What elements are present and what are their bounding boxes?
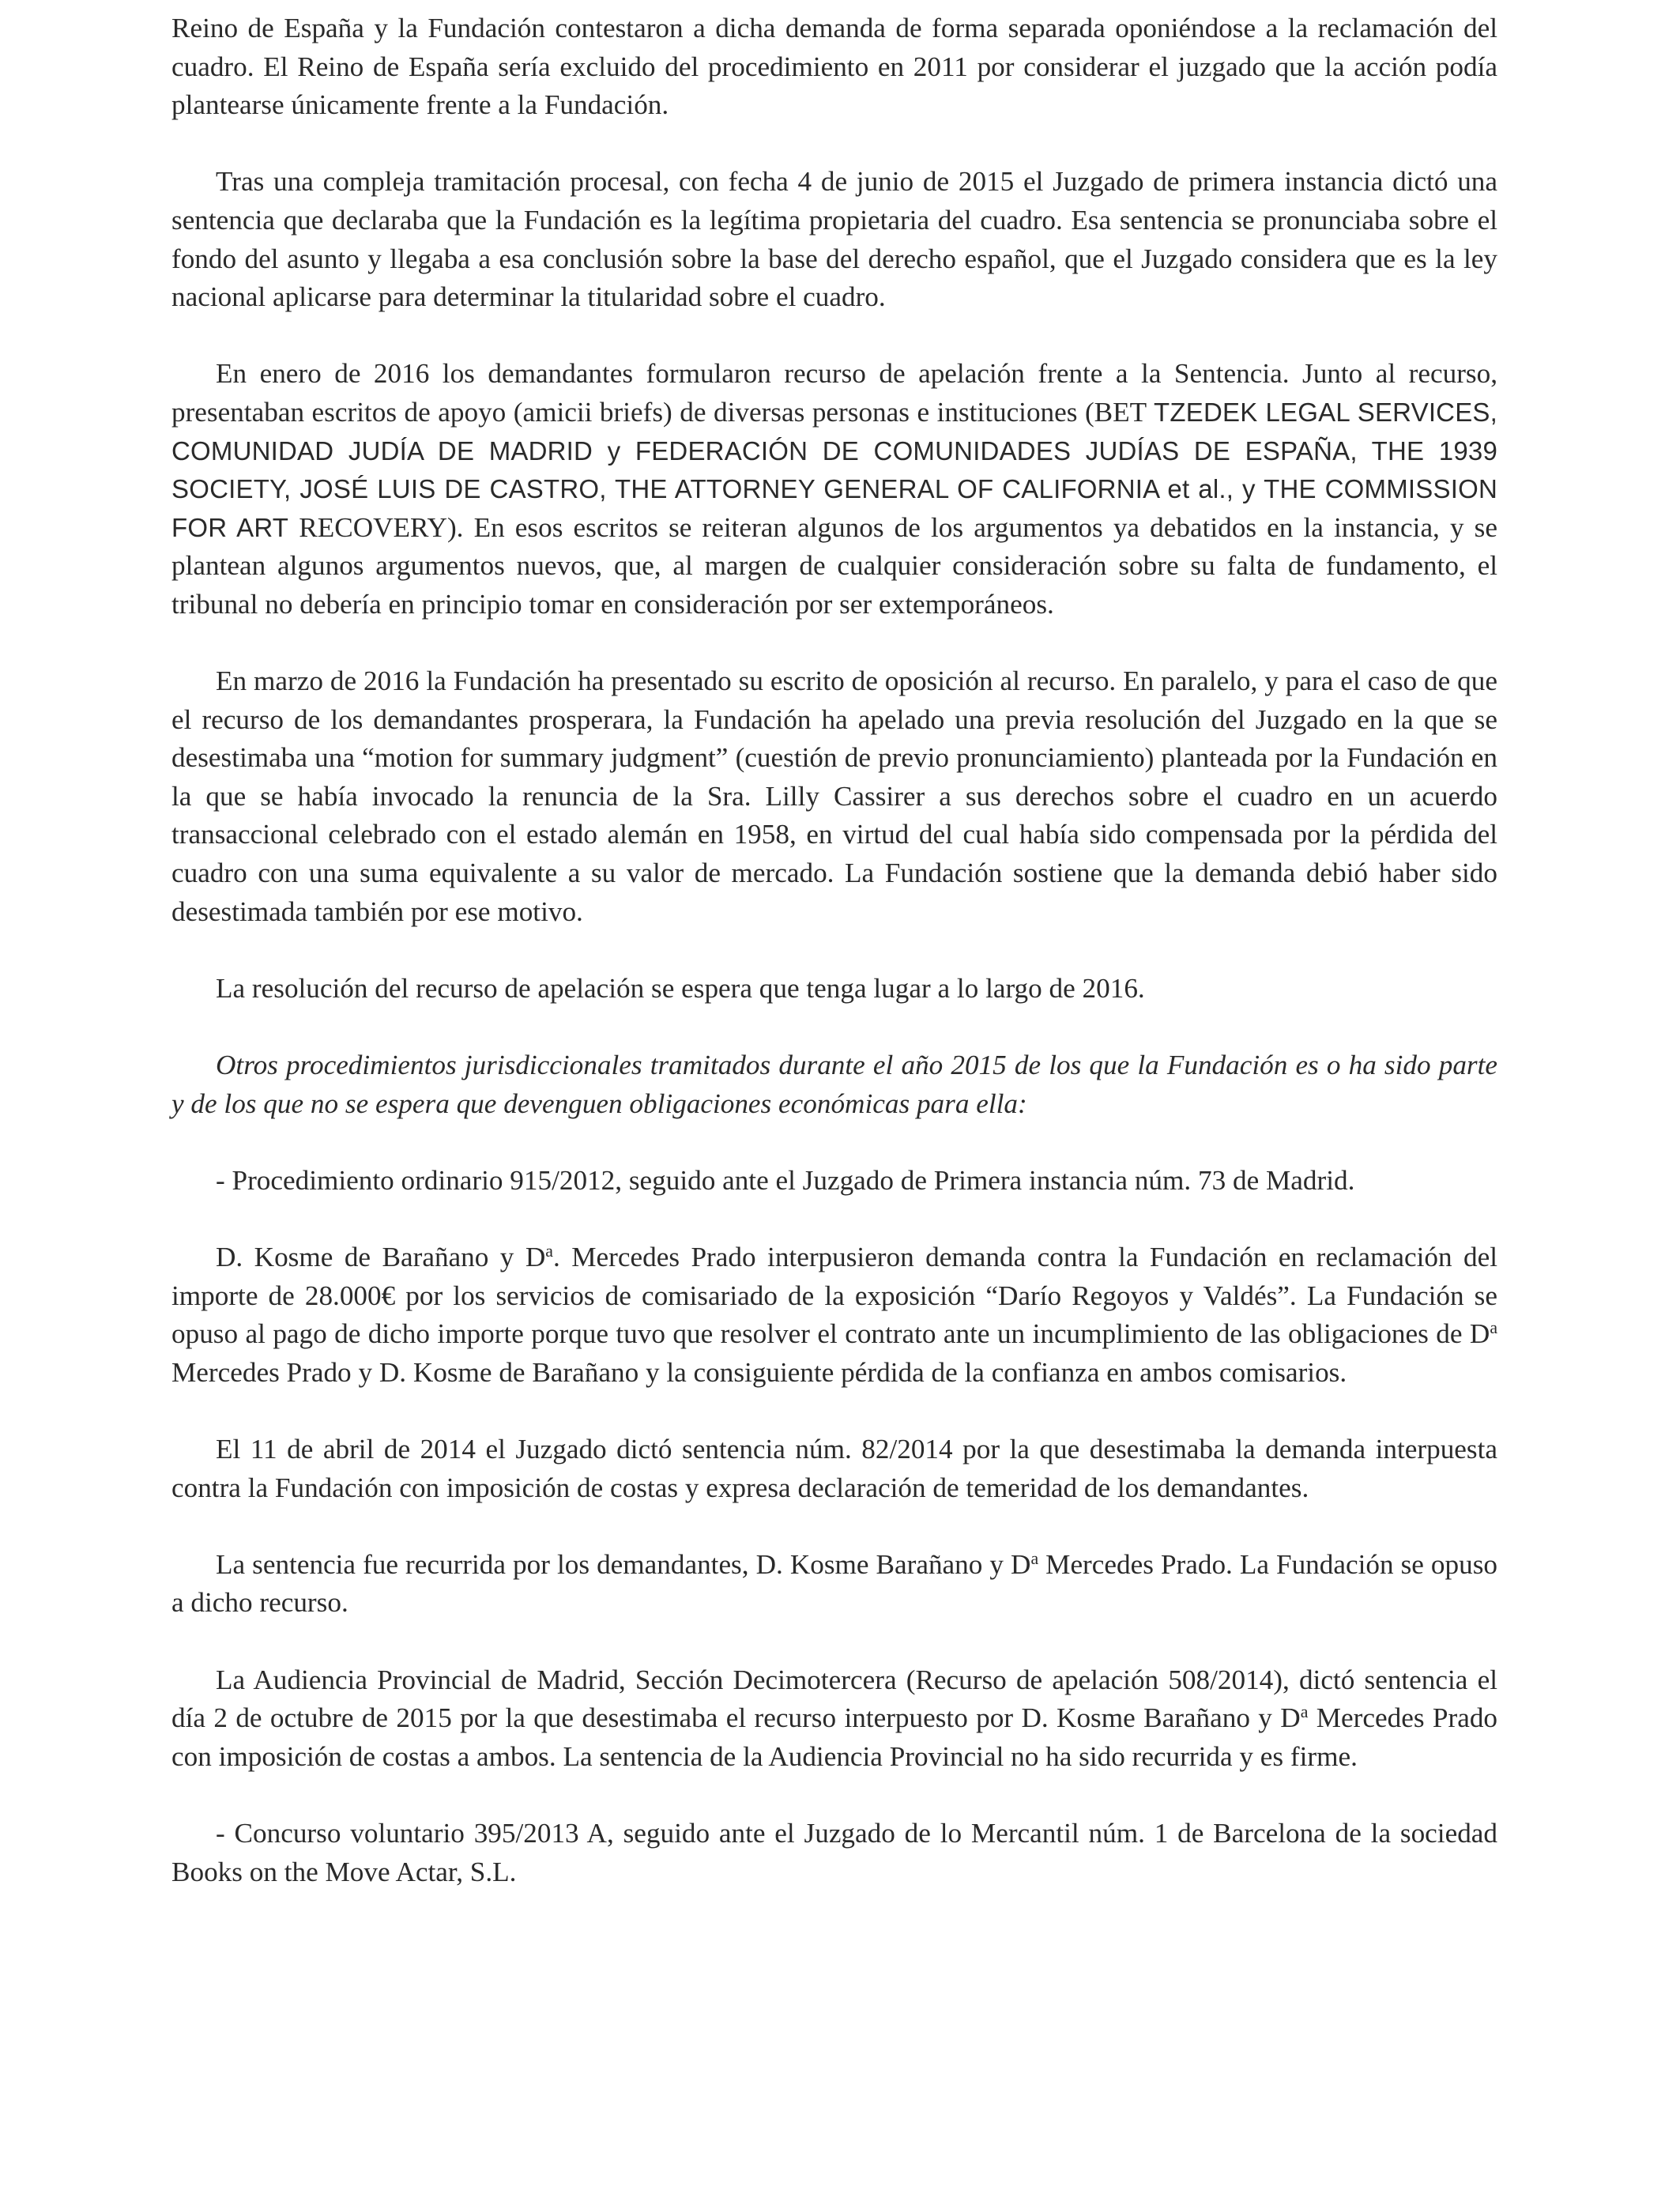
ordinal-indicator: a — [1030, 1548, 1039, 1568]
paragraph-appeal-resolution-expected: La resolución del recurso de apelación se espera que tenga lugar a lo largo de 2016. — [216, 972, 1145, 1004]
paragraph-audiencia-provincial — [171, 1661, 1497, 1777]
appealed-text-part-1: La sentencia fue recurrida por los demandantes, D. Kosme Barañano y D — [216, 1548, 1031, 1580]
paragraph-appeal-amicus-briefs — [171, 355, 1497, 624]
amicus-institutions-list: TZEDEK LEGAL SERVICES, COMUNIDAD JUDÍA DE MADRID y FEDERACIÓN DE COMUNIDADES JUDÍAS DE ESPAÑA, THE 1939 SOCIETY, JOSÉ LUIS DE CASTRO, THE ATTORNEY GENERAL OF CALIFORNIA et al., y THE COMMISSION FOR ART — [171, 397, 1498, 542]
ordinal-indicator: a — [1490, 1318, 1497, 1338]
paragraph-sentence-82-2014: El 11 de abril de 2014 el Juzgado dictó sentencia núm. 82/2014 por la que desestimaba la demanda interpuesta contra la Fundación con imposición de costas y expresa declaración de temeridad de los demandantes. — [171, 1433, 1497, 1503]
paragraph-opposition-motion: En marzo de 2016 la Fundación ha presentado su escrito de oposición al recurso. En paralelo, y para el caso de que el recurso de los demandantes prosperara, la Fundación ha apelado una previa resolución del Juzgado en la que se desestimaba una “motion for summary judgment” (cuestión de previo pronunciamiento) planteada por la Fundación en la que se había invocado la renuncia de la Sra. Lilly Cassirer a sus derechos sobre el cuadro en un acuerdo transaccional celebrado con el estado alemán en 1958, en virtud del cual había sido compensada por la pérdida del cuadro con una suma equivalente a su valor de mercado. La Fundación sostiene que la demanda debió haber sido desestimada también por ese motivo. — [171, 665, 1497, 927]
claim-text-part-2: . Mercedes Prado interpusieron demanda contra la Fundación en reclamación del importe de 28.000€ por los servicios de comisariado de la exposición “Darío Regoyos y Valdés”. La Fundación se opuso al pago de dicho importe porque tuvo que resolver el contrato ante un incumplimiento de las obligaciones de D — [171, 1242, 1497, 1350]
document-page — [171, 9, 1497, 1930]
paragraph-spain-foundation-response: Reino de España y la Fundación contestaron a dicha demanda de forma separada oponiéndose a la reclamación del cuadro. El Reino de España sería excluido del procedimiento en 2011 por considerar el juzgado que la acción podía plantearse únicamente frente a la Fundación. — [171, 13, 1497, 121]
ordinal-indicator: a — [545, 1242, 553, 1261]
appealed-text-part-2: Mercedes Prado. La Fundación se opuso a dicho recurso. — [171, 1548, 1498, 1619]
audiencia-text-part-1: La Audiencia Provincial de Madrid, Sección Decimotercera (Recurso de apelación 508/2014), dictó sentencia el día 2 de octubre de 2015 por la que desestimaba el recurso interpuesto por D. Kosme Barañano y D — [171, 1664, 1497, 1734]
claim-text-part-1: D. Kosme de Barañano y D — [216, 1242, 546, 1272]
paragraph-concurso-395-2013: - Concurso voluntario 395/2013 A, seguido ante el Juzgado de lo Mercantil núm. 1 de Barcelona de la sociedad Books on the Move Actar, S.L. — [171, 1817, 1497, 1887]
ordinal-indicator: a — [1300, 1702, 1309, 1722]
paragraph-first-instance-ruling: Tras una compleja tramitación procesal, con fecha 4 de junio de 2015 el Juzgado de primera instancia dictó una sentencia que declaraba que la Fundación es la legítima propietaria del cuadro. Esa sentencia se pronunciaba sobre el fondo del asunto y llegaba a esa conclusión sobre la base del derecho español, que el Juzgado considera que es la ley nacional aplicarse para determinar la titularidad sobre el cuadro. — [171, 166, 1497, 313]
appeal-text-start: En enero de 2016 los demandantes formularon recurso de apelación frente a la Sentencia. Junto al recurso, presentaban escritos de apoyo (amicii briefs) de diversas personas e instituciones (BET — [171, 358, 1497, 428]
audiencia-text-part-2: Mercedes Prado con imposición de costas a ambos. La sentencia de la Audiencia Provincial no ha sido recurrida y es firme. — [171, 1702, 1498, 1772]
paragraph-other-proceedings-heading: Otros procedimientos jurisdiccionales tramitados durante el año 2015 de los que la Fundación es o ha sido parte y de los que no se espera que devenguen obligaciones económicas para ella: — [171, 1050, 1497, 1119]
paragraph-baranano-prado-claim — [171, 1238, 1497, 1392]
appeal-text-end: RECOVERY). En esos escritos se reiteran algunos de los argumentos ya debatidos en la instancia, y se plantean algunos argumentos nuevos, que, al margen de cualquier consideración sobre su falta de fundamento, el tribunal no debería en principio tomar en consideración por ser extemporáneos. — [171, 511, 1497, 620]
paragraph-sentence-appealed — [171, 1546, 1497, 1623]
claim-text-part-3: Mercedes Prado y D. Kosme de Barañano y la consiguiente pérdida de la confianza en ambos comisarios. — [171, 1356, 1347, 1388]
paragraph-procedure-915-2012: - Procedimiento ordinario 915/2012, seguido ante el Juzgado de Primera instancia núm. 73 de Madrid. — [216, 1164, 1355, 1196]
